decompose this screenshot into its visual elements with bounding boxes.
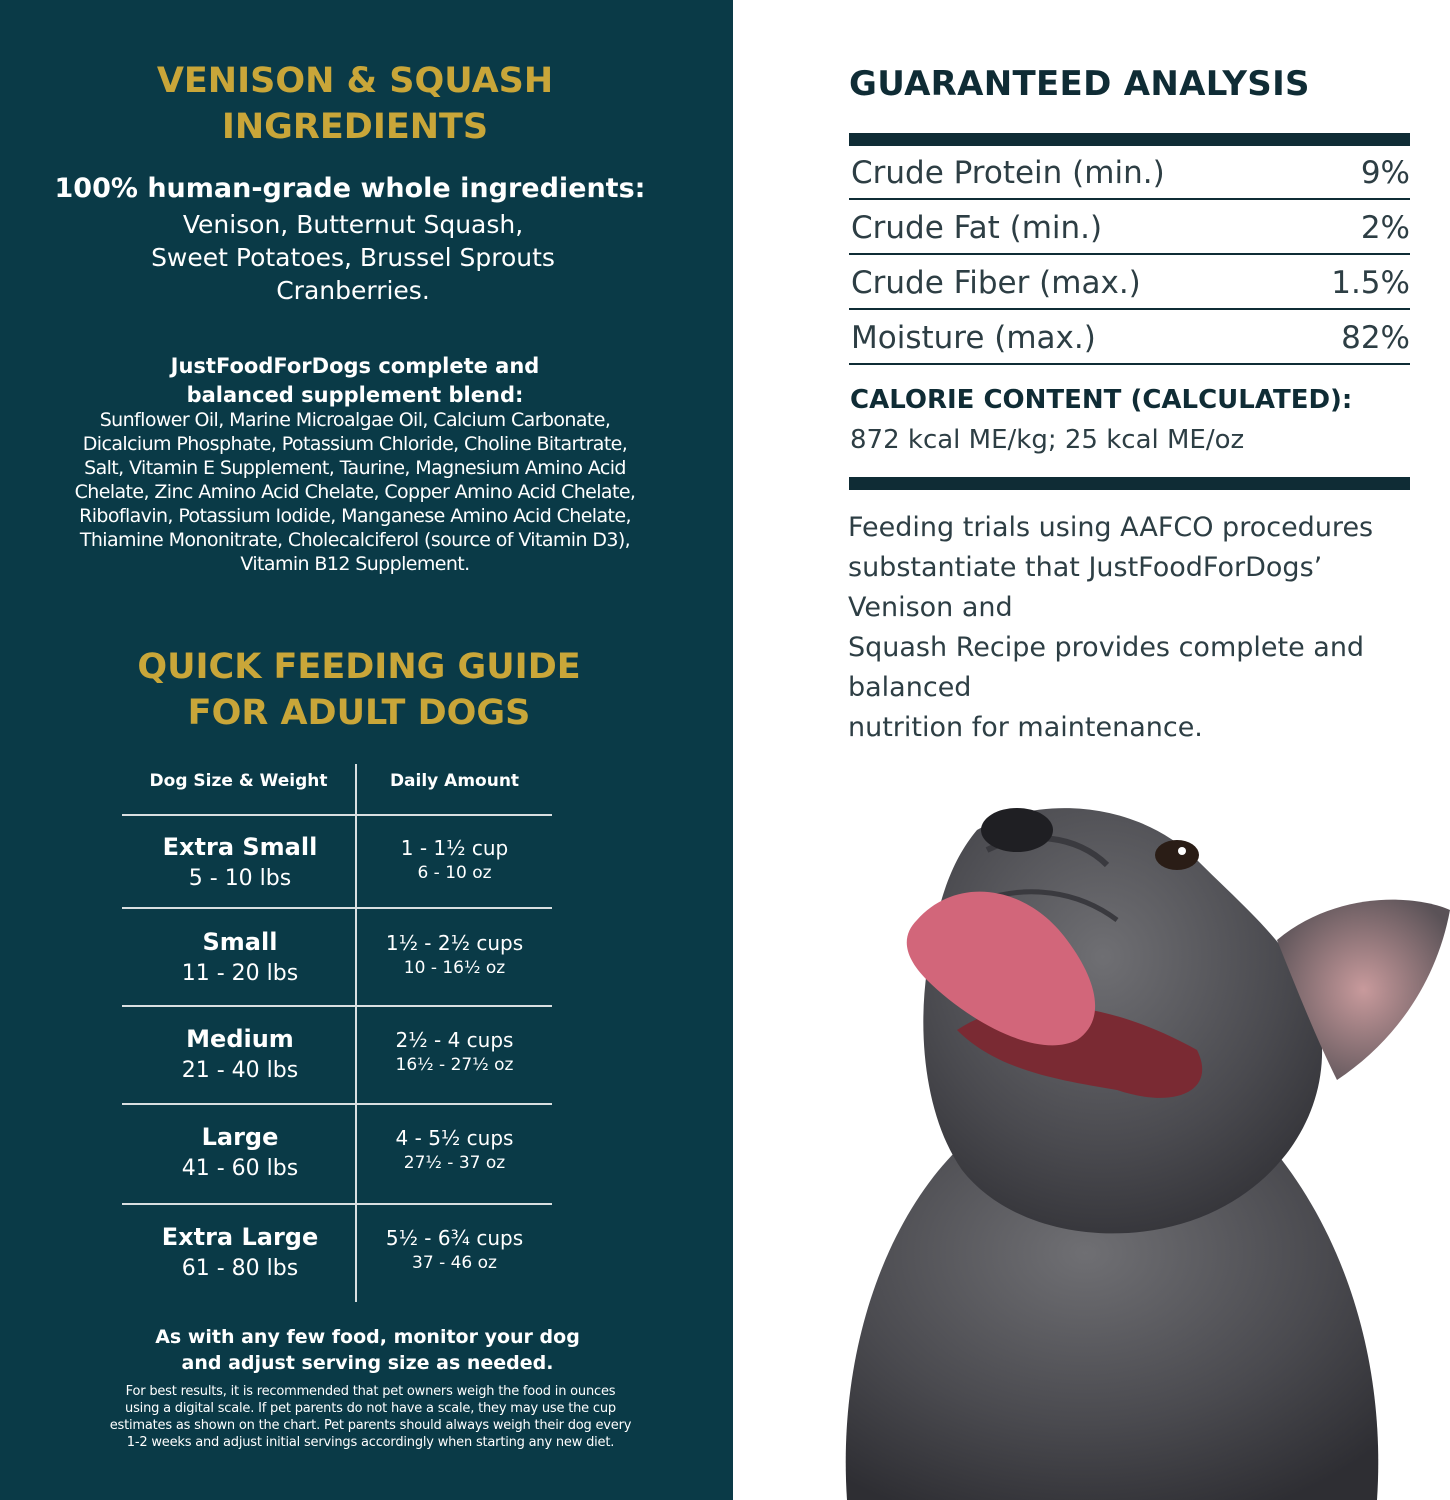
analysis-row: Crude Fiber (max.) 1.5% (849, 256, 1410, 310)
dog-size-cell: Extra Small 5 - 10 lbs (162, 833, 318, 891)
aafco-statement: Feeding trials using AAFCO procedures substantiate that JustFoodForDogs’ Venison and Squash Recipe provides complete and balanced nutrition for maintenance. (848, 512, 1374, 743)
column-header-amount: Daily Amount (389, 771, 520, 791)
row-divider (122, 814, 552, 816)
column-header-size: Dog Size & Weight (149, 771, 328, 791)
weighing-disclaimer: For best results, it is recommended that pet owners weigh the food in ounces using a digital scale. If pet parents do not have a scale, they may use the cup estimates as shown on the chart. Pet parents should always weigh their dog every 1-2 weeks and adjust initial servings accordingly when starting any new diet. (109, 1384, 632, 1450)
row-divider (122, 907, 552, 909)
supplement-list: Sunflower Oil, Marine Microalgae Oil, Calcium Carbonate, Dicalcium Phosphate, Potassium Chloride, Choline Bitartrate, Salt, Vitamin E Supplement, Taurine, Magnesium Amino Acid Chelate, Zinc Amino Acid Chelate, Copper Amino Acid Chelate, Riboflavin, Potassium Iodide, Manganese Amino Acid Chelate, Thiamine Mononitrate, Cholecalciferol (source of Vitamin D3), Vitamin B12 Supplement. (74, 409, 636, 575)
daily-amount-cell: 1 - 1½ cup 6 - 10 oz (400, 836, 509, 883)
daily-amount-cell: 1½ - 2½ cups 10 - 16½ oz (385, 931, 524, 978)
daily-amount-cell: 4 - 5½ cups 27½ - 37 oz (395, 1126, 514, 1173)
feeding-guide-title: QUICK FEEDING GUIDE FOR ADULT DOGS (137, 647, 581, 733)
row-divider (122, 1203, 552, 1205)
french-bulldog-image (777, 790, 1450, 1500)
calorie-content-heading: CALORIE CONTENT (CALCULATED): (850, 385, 1353, 415)
supplement-heading: JustFoodForDogs complete and balanced supplement blend: (170, 354, 540, 407)
dog-size-cell: Small 11 - 20 lbs (181, 928, 299, 986)
dog-size-cell: Extra Large 61 - 80 lbs (161, 1223, 319, 1281)
row-divider (122, 1005, 552, 1007)
dog-size-cell: Large 41 - 60 lbs (181, 1123, 299, 1181)
whole-ingredients-list: Venison, Butternut Squash, Sweet Potatoes, Brussel Sprouts Cranberries. (151, 210, 555, 305)
whole-ingredients-heading: 100% human-grade whole ingredients: (54, 173, 646, 204)
analysis-row: Crude Fat (min.) 2% (849, 201, 1410, 255)
daily-amount-cell: 5½ - 6¾ cups 37 - 46 oz (385, 1226, 524, 1273)
analysis-row: Moisture (max.) 82% (849, 311, 1410, 365)
row-divider (122, 1103, 552, 1105)
feeding-table (122, 764, 552, 1302)
ingredients-title: VENISON & SQUASH INGREDIENTS (156, 61, 554, 147)
daily-amount-cell: 2½ - 4 cups 16½ - 27½ oz (395, 1028, 514, 1075)
dog-size-cell: Medium 21 - 40 lbs (181, 1025, 299, 1083)
analysis-top-rule (849, 133, 1410, 146)
guaranteed-analysis-title: GUARANTEED ANALYSIS (849, 64, 1310, 104)
calorie-content-value: 872 kcal ME/kg; 25 kcal ME/oz (850, 425, 1245, 455)
analysis-bottom-rule (849, 477, 1410, 490)
serving-note: As with any few food, monitor your dog and adjust serving size as needed. (155, 1326, 580, 1374)
analysis-row: Crude Protein (min.) 9% (849, 146, 1410, 200)
